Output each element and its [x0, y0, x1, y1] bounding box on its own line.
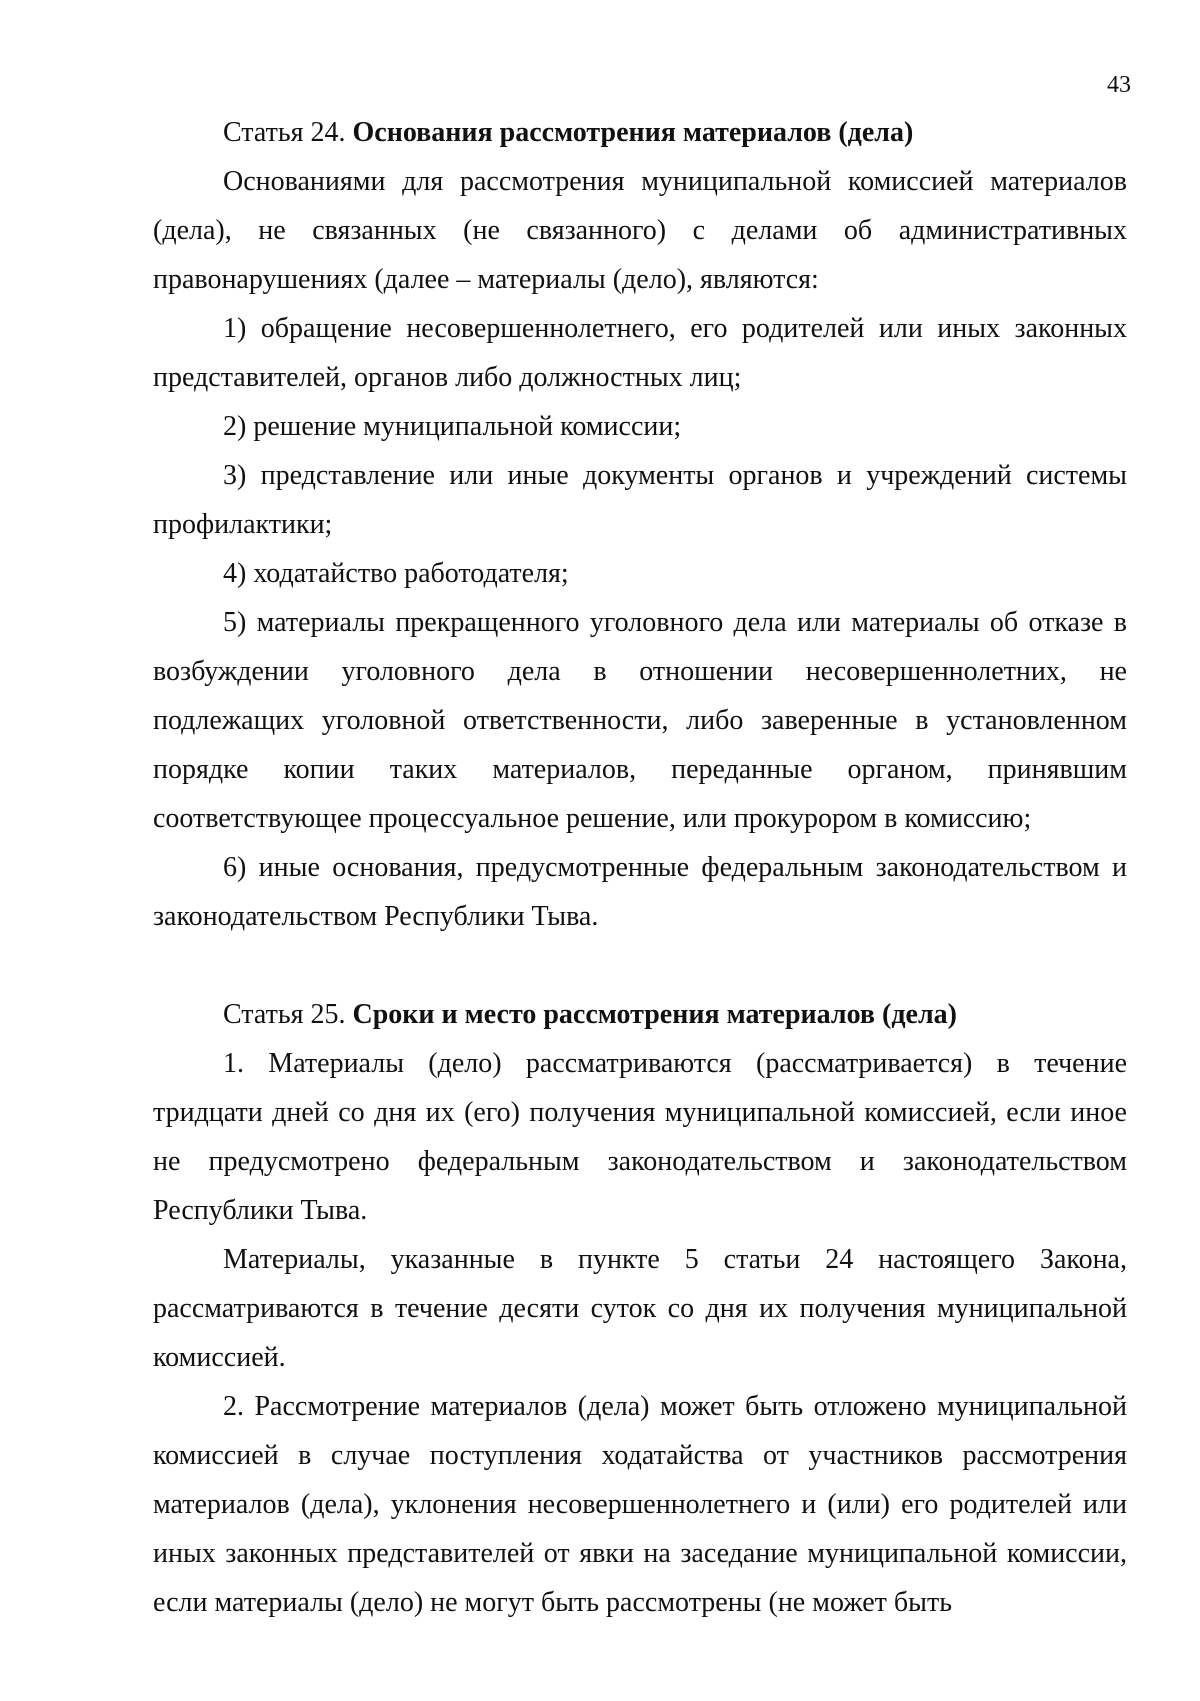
article-24-title: Основания рассмотрения материалов (дела)	[352, 117, 914, 148]
article-25-heading	[153, 990, 1127, 1039]
article-24-heading	[153, 108, 1127, 157]
article-24-item-1: 1) обращение несовершеннолетнего, его родителей или иных законных представителей, органов либо должностных лиц;	[153, 313, 1127, 393]
article-25-paragraph: Материалы, указанные в пункте 5 статьи 24 настоящего Закона, рассматриваются в течение десяти суток со дня их получения муниципальной комиссией.	[153, 1244, 1127, 1373]
article-24-item-4: 4) ходатайство работодателя;	[223, 558, 569, 589]
document-body	[153, 108, 1127, 1627]
article-24-item-2: 2) решение муниципальной комиссии;	[223, 411, 682, 442]
article-24-item-5: 5) материалы прекращенного уголовного дела или материалы об отказе в возбуждении уголовного дела в отношении несовершеннолетних, не подлежащих уголовной ответственности, либо заверенные в установленном порядке копии таких материалов, переданные органом, принявшим соответствующее процессуальное решение, или прокурором в комиссию;	[153, 607, 1127, 834]
page-number: 43	[1107, 72, 1131, 98]
article-24-item-3: 3) представление или иные документы органов и учреждений системы профилактики;	[153, 460, 1127, 540]
article-25-title: Сроки и место рассмотрения материалов (дела)	[352, 999, 957, 1030]
article-25-item-1: 1. Материалы (дело) рассматриваются (рассматривается) в течение тридцати дней со дня их (его) получения муниципальной комиссией, если иное не предусмотрено федеральным законодательством и законодательством Республики Тыва.	[153, 1048, 1127, 1226]
section-gap	[153, 941, 1127, 990]
article-25-item-2: 2. Рассмотрение материалов (дела) может быть отложено муниципальной комиссией в случае поступления ходатайства от участников рассмотрения материалов (дела), уклонения несовершеннолетнего и (или) его родителей или иных законных представителей от явки на заседание муниципальной комиссии, если материалы (дело) не могут быть рассмотрены (не может быть	[153, 1391, 1127, 1618]
article-24-item-6: 6) иные основания, предусмотренные федеральным законодательством и законодательством Республики Тыва.	[153, 852, 1127, 932]
article-25-prefix: Статья 25.	[223, 999, 353, 1030]
article-24-prefix: Статья 24.	[223, 117, 353, 148]
article-24-paragraph: Основаниями для рассмотрения муниципальной комиссией материалов (дела), не связанных (не связанного) с делами об административных правонарушениях (далее – материалы (дело), являются:	[153, 166, 1127, 295]
